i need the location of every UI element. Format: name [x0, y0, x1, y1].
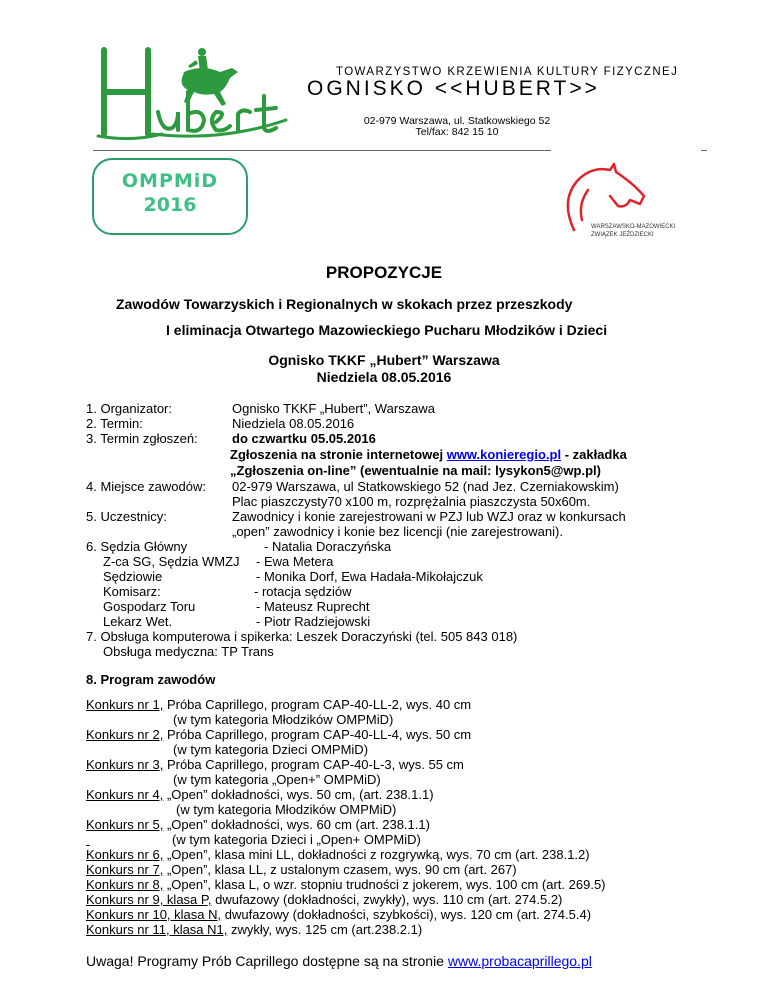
konkurs-5 — [86, 817, 430, 833]
item7-line: 7. Obsługa komputerowa i spikerka: Leszek Doraczyński (tel. 505 843 018) — [86, 629, 518, 644]
ompmid-badge — [92, 158, 248, 235]
konkurs-1-sub: (w tym kategoria Młodzików OMPMiD) — [173, 712, 394, 727]
sedziowie-label: Sędziowie — [103, 569, 163, 584]
item6-value: - Natalia Doraczyńska — [264, 539, 392, 554]
konkurs-2-text: Próba Caprillego, program CAP-40-LL-4, wys. 50 cm — [163, 727, 472, 742]
konkurs-4-sub: (w tym kategoria Młodzików OMPMiD) — [176, 802, 397, 817]
wmzj-line2: ZWIĄZEK JEŹDZIECKI — [591, 232, 654, 238]
konkurs-3-text: Próba Caprillego, program CAP-40-L-3, wys. 55 cm — [163, 757, 464, 772]
konkurs-8-text: „Open”, klasa L, o wzr. stopniu trudności z jokerem, wys. 100 cm (art. 269.5) — [163, 877, 606, 892]
doc-location: Ognisko TKKF „Hubert” Warszawa — [268, 352, 500, 368]
konkurs-2-sub: (w tym kategoria Dzieci OMPMiD) — [173, 742, 369, 757]
konkurs-10 — [86, 907, 591, 923]
konkurs-4 — [86, 787, 434, 803]
item3-note-c: „Zgłoszenia on-line” (ewentualnie na mail: lysykon5@wp.pl) — [230, 463, 601, 478]
konkurs-3 — [86, 757, 464, 773]
konkurs-11-label: Konkurs nr 11, klasa N1, — [86, 922, 228, 937]
konkurs-3-label: Konkurs nr 3, — [86, 757, 164, 772]
doc-date: Niedziela 08.05.2016 — [316, 369, 452, 385]
konkurs-7-text: „Open”, klasa LL, z ustalonym czasem, wys. 90 cm (art. 267) — [163, 862, 517, 877]
probacaprillego-link[interactable]: www.probacaprillego.pl — [447, 953, 592, 969]
konkurs-1-label: Konkurs nr 1, — [86, 697, 164, 712]
wmzj-line1: WARSZAWSKO-MAZOWIECKI — [591, 224, 676, 230]
item2-label: 2. Termin: — [86, 416, 143, 431]
konkurs-6-text: „Open”, klasa mini LL, dokładności z rozgrywką, wys. 70 cm (art. 238.1.2) — [163, 847, 590, 862]
org-line1: TOWARZYSTWO KRZEWIENIA KULTURY FIZYCZNEJ — [336, 66, 679, 78]
gospodarz-label: Gospodarz Toru — [103, 599, 196, 614]
konkurs-6-label: Konkurs nr 6, — [86, 847, 164, 862]
item3-note — [230, 447, 627, 463]
item3-label: 3. Termin zgłoszeń: — [86, 431, 198, 446]
footer-note-text: Uwaga! Programy Prób Caprillego dostępne są na stronie — [86, 953, 448, 969]
konkurs-7-label: Konkurs nr 7, — [86, 862, 164, 877]
konkurs-1-text: Próba Caprillego, program CAP-40-LL-2, wys. 40 cm — [163, 697, 472, 712]
doc-subtitle2: I eliminacja Otwartego Mazowieckiego Pucharu Młodzików i Dzieci — [166, 322, 608, 338]
item4-value2: Plac piaszczysty70 x100 m, rozprężalnia piaszczysta 50x60m. — [232, 494, 591, 509]
item1-label: 1. Organizator: — [86, 401, 172, 416]
konkurs-8 — [86, 877, 606, 893]
item3-note-b: - zakładka — [561, 447, 627, 462]
header-dash — [701, 150, 707, 151]
konkurs-5-sub: (w tym kategoria Dzieci i „Open+ OMPMiD) — [172, 832, 421, 847]
item2-value: Niedziela 08.05.2016 — [232, 416, 355, 431]
konkurs-9-label: Konkurs nr 9, klasa P, — [86, 892, 212, 907]
konkurs-1 — [86, 697, 471, 713]
konkurs-3-sub: (w tym kategoria „Open+” OMPMiD) — [173, 772, 381, 787]
konieregio-link[interactable]: www.konieregio.pl — [446, 447, 562, 462]
konkurs-2 — [86, 727, 471, 743]
konkurs-2-label: Konkurs nr 2, — [86, 727, 164, 742]
konkurs-6 — [86, 847, 590, 863]
zsg-value: - Ewa Metera — [256, 554, 334, 569]
gospodarz-value: - Mateusz Ruprecht — [256, 599, 370, 614]
komisarz-value: - rotacja sędziów — [254, 584, 352, 599]
item1-value: Ognisko TKKF „Hubert”, Warszawa — [232, 401, 435, 416]
konkurs-9 — [86, 892, 562, 908]
footer-note — [86, 953, 592, 969]
item7-line2: Obsługa medyczna: TP Trans — [103, 644, 274, 659]
konkurs-5-label: Konkurs nr 5, — [86, 817, 164, 832]
konkurs-4-label: Konkurs nr 4, — [86, 787, 164, 802]
doc-subtitle1: Zawodów Towarzyskich i Regionalnych w skokach przez przeszkody — [116, 296, 573, 312]
item5-label: 5. Uczestnicy: — [86, 509, 167, 524]
sedziowie-value: - Monika Dorf, Ewa Hadała-Mikołajczuk — [256, 569, 483, 584]
org-line2: OGNISKO <<HUBERT>> — [307, 77, 600, 100]
item5-value: Zawodnicy i konie zarejestrowani w PZJ lub WZJ oraz w konkursach — [232, 509, 626, 524]
item3-note-a: Zgłoszenia na stronie internetowej — [230, 447, 447, 462]
wmzj-text — [591, 223, 675, 239]
konkurs-9-text: dwufazowy (dokładności, zwykły), wys. 110 cm (art. 274.5.2) — [211, 892, 563, 907]
item6-label: 6. Sędzia Główny — [86, 539, 188, 554]
doc-title: PROPOZYCJE — [325, 263, 443, 282]
konkurs-5-underline — [86, 832, 172, 848]
konkurs-10-text: dwufazowy (dokładności, szybkości), wys. 120 cm (art. 274.5.4) — [221, 907, 592, 922]
konkurs-11-text: zwykły, wys. 125 cm (art.238.2.1) — [227, 922, 423, 937]
lekarz-value: - Piotr Radziejowski — [256, 614, 371, 629]
lekarz-label: Lekarz Wet. — [103, 614, 173, 629]
konkurs-8-label: Konkurs nr 8, — [86, 877, 164, 892]
konkurs-11 — [86, 922, 422, 938]
hubert-logo — [92, 42, 288, 146]
header-divider — [93, 150, 551, 151]
item4-value: 02-979 Warszawa, ul Statkowskiego 52 (nad Jez. Czerniakowskim) — [232, 479, 619, 494]
address-text: 02-979 Warszawa, ul. Statkowskiego 52 — [363, 115, 551, 127]
zsg-label: Z-ca SG, Sędzia WMZJ — [103, 554, 240, 569]
program-heading: 8. Program zawodów — [86, 672, 216, 687]
konkurs-10-label: Konkurs nr 10, klasa N, — [86, 907, 222, 922]
konkurs-7 — [86, 862, 517, 878]
phone-text: Tel/fax: 842 15 10 — [415, 126, 499, 138]
org-address — [359, 116, 555, 138]
item3-value: do czwartku 05.05.2016 — [232, 431, 376, 446]
konkurs-5-sub-row — [86, 832, 421, 848]
item5-value2: „open” zawodnicy i konie bez licencji (nie zarejestrowani). — [232, 524, 563, 539]
badge-title: OMPMiD — [121, 170, 219, 192]
konkurs-4-text: „Open” dokładności, wys. 50 cm, (art. 238.1.1) — [163, 787, 434, 802]
badge-year: 2016 — [143, 194, 197, 216]
konkurs-5-text: „Open” dokładności, wys. 60 cm (art. 238.1.1) — [163, 817, 430, 832]
item4-label: 4. Miejsce zawodów: — [86, 479, 206, 494]
komisarz-label: Komisarz: — [103, 584, 161, 599]
